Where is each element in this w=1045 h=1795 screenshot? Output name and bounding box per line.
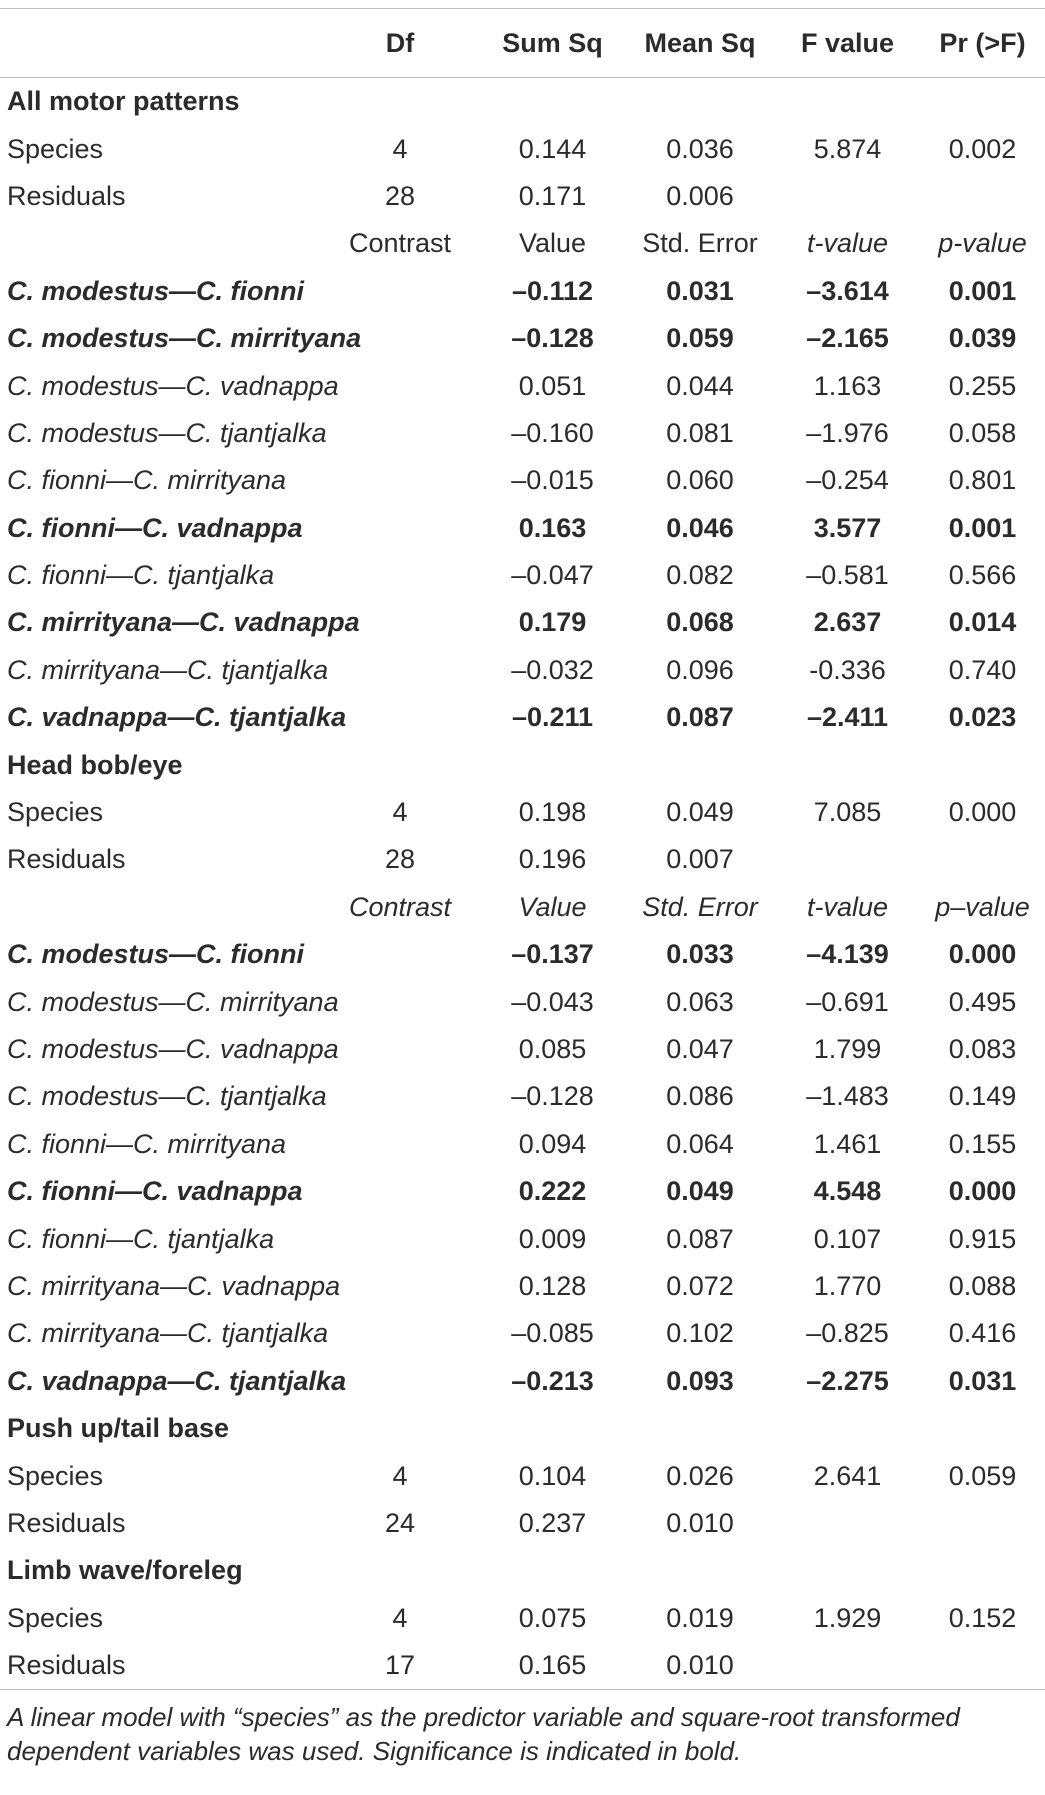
contrast-label: C. fionni—C. mirrityana bbox=[7, 465, 287, 496]
table-cell: 0.915 bbox=[948, 1223, 1017, 1254]
table-cell: –0.137 bbox=[511, 939, 594, 970]
table-cell: 1.163 bbox=[813, 370, 882, 401]
table-cell: 0.000 bbox=[948, 939, 1017, 970]
contrast-row bbox=[0, 552, 1045, 599]
row-label: Residuals bbox=[7, 180, 126, 211]
table-row bbox=[0, 1452, 1045, 1499]
table-cell: –4.139 bbox=[806, 939, 889, 970]
table-cell: 0.046 bbox=[666, 512, 734, 543]
contrast-label: C. modestus—C. tjantjalka bbox=[7, 1081, 327, 1112]
table-cell: 0.416 bbox=[948, 1318, 1017, 1349]
table-cell: 0.009 bbox=[518, 1223, 587, 1254]
table-cell: 0.107 bbox=[813, 1223, 882, 1254]
table-cell: 0.001 bbox=[948, 512, 1017, 543]
contrast-header-cell: t-value bbox=[806, 228, 889, 259]
table-cell bbox=[320, 1121, 480, 1168]
table-cell: 0.096 bbox=[666, 654, 734, 685]
table-cell: 0.222 bbox=[518, 1176, 587, 1207]
row-label: Species bbox=[7, 797, 104, 828]
table-cell: 0.171 bbox=[518, 180, 587, 211]
table-body bbox=[0, 78, 1045, 1690]
table-cell: –0.032 bbox=[511, 654, 594, 685]
contrast-row bbox=[0, 694, 1045, 741]
table-cell bbox=[775, 1500, 920, 1547]
table-cell: 0.010 bbox=[666, 1507, 734, 1538]
contrast-row bbox=[0, 315, 1045, 362]
empty-cell bbox=[0, 220, 320, 267]
table-cell: 0.128 bbox=[518, 1270, 587, 1301]
table-cell: 0.014 bbox=[948, 607, 1017, 638]
table-cell: 0.023 bbox=[948, 702, 1017, 733]
contrast-row bbox=[0, 1121, 1045, 1168]
header-pr-f: Pr (>F) bbox=[920, 9, 1045, 78]
table-cell: –0.015 bbox=[511, 465, 594, 496]
table-cell bbox=[320, 552, 480, 599]
table-cell bbox=[320, 647, 480, 694]
contrast-header-cell: p–value bbox=[935, 891, 1030, 922]
table-cell: 0.010 bbox=[625, 1642, 775, 1690]
table-cell: 0.087 bbox=[666, 702, 734, 733]
table-cell: 4.548 bbox=[813, 1176, 882, 1207]
contrast-row bbox=[0, 647, 1045, 694]
contrast-row bbox=[0, 599, 1045, 646]
contrast-label: C. modestus—C. vadnappa bbox=[7, 1034, 339, 1064]
table-row bbox=[0, 789, 1045, 836]
header-mean-sq: Mean Sq bbox=[625, 9, 775, 78]
section-title-row bbox=[0, 1405, 1045, 1452]
table-cell: 0.087 bbox=[666, 1223, 734, 1254]
table-cell: 0.047 bbox=[666, 1034, 734, 1064]
contrast-label: C. fionni—C. tjantjalka bbox=[7, 560, 275, 591]
contrast-label: C. vadnappa—C. tjantjalka bbox=[7, 1365, 347, 1396]
table-cell: 0.075 bbox=[518, 1602, 587, 1633]
table-row bbox=[0, 1500, 1045, 1547]
table-cell: –0.160 bbox=[511, 417, 594, 448]
table-cell: –1.483 bbox=[806, 1081, 889, 1112]
table-cell: 0.006 bbox=[666, 180, 734, 211]
contrast-label: C. fionni—C. vadnappa bbox=[7, 1176, 303, 1207]
table-cell bbox=[320, 931, 480, 978]
table-cell: 0.033 bbox=[666, 939, 734, 970]
row-label: Residuals bbox=[7, 844, 126, 875]
table-cell: –0.211 bbox=[511, 702, 594, 733]
table-cell: 0.049 bbox=[666, 797, 734, 828]
contrast-header-row bbox=[0, 884, 1045, 931]
contrast-row bbox=[0, 978, 1045, 1025]
table-row bbox=[0, 1642, 1045, 1690]
table-cell: 0.064 bbox=[666, 1128, 734, 1159]
contrast-label: C. mirrityana—C. tjantjalka bbox=[7, 1318, 329, 1349]
contrast-row bbox=[0, 1310, 1045, 1357]
table-cell: 0.044 bbox=[666, 370, 734, 401]
table-cell: 0.026 bbox=[666, 1460, 734, 1491]
table-cell: 1.461 bbox=[813, 1128, 882, 1159]
table-cell bbox=[320, 410, 480, 457]
section-title-row bbox=[0, 741, 1045, 788]
contrast-label: C. fionni—C. vadnappa bbox=[7, 512, 303, 543]
table-cell: 0.165 bbox=[480, 1642, 625, 1690]
row-label: Residuals bbox=[0, 1642, 320, 1690]
row-label: Species bbox=[7, 133, 104, 164]
table-cell: 0.155 bbox=[948, 1128, 1017, 1159]
table-cell: 0.068 bbox=[666, 607, 734, 638]
table-cell: 2.641 bbox=[813, 1460, 882, 1491]
table-row bbox=[0, 836, 1045, 883]
table-cell: 0.144 bbox=[518, 133, 587, 164]
table-cell: 0.085 bbox=[518, 1034, 587, 1064]
contrast-header-cell: Value bbox=[518, 891, 587, 922]
table-cell: –0.112 bbox=[511, 275, 594, 306]
table-cell: 0.000 bbox=[948, 1176, 1017, 1207]
table-cell: 0.088 bbox=[948, 1270, 1017, 1301]
section-title-row bbox=[0, 1547, 1045, 1594]
table-cell: 0.198 bbox=[518, 797, 587, 828]
header-cell bbox=[0, 9, 320, 78]
section-title: Push up/tail base bbox=[7, 1413, 230, 1444]
contrast-row bbox=[0, 1358, 1045, 1405]
contrast-row bbox=[0, 1215, 1045, 1262]
header-f-value: F value bbox=[775, 9, 920, 78]
table-cell: 0.255 bbox=[948, 370, 1017, 401]
table-cell bbox=[320, 1263, 480, 1310]
table-cell: 1.799 bbox=[813, 1034, 882, 1064]
contrast-label: C. modestus—C. tjantjalka bbox=[7, 417, 327, 448]
table-cell bbox=[320, 1310, 480, 1357]
table-cell: 0.063 bbox=[666, 986, 734, 1017]
section-title: Limb wave/foreleg bbox=[7, 1555, 243, 1586]
table-cell: –0.047 bbox=[511, 560, 594, 591]
table-cell: –3.614 bbox=[806, 275, 889, 306]
header-sum-sq: Sum Sq bbox=[480, 9, 625, 78]
table-cell: 0.031 bbox=[948, 1365, 1017, 1396]
contrast-header-cell: t-value bbox=[806, 891, 889, 922]
table-header-row bbox=[0, 9, 1045, 78]
table-cell: 0.059 bbox=[666, 323, 734, 354]
row-label: Species bbox=[7, 1602, 104, 1633]
table-row bbox=[0, 1595, 1045, 1642]
table-cell: 0.002 bbox=[948, 133, 1017, 164]
table-cell: 0.007 bbox=[666, 844, 734, 875]
table-cell: 0.163 bbox=[518, 512, 587, 543]
row-label: Residuals bbox=[7, 1507, 126, 1538]
row-label: Species bbox=[7, 1460, 104, 1491]
table-cell: 4 bbox=[392, 1602, 408, 1633]
table-cell: 0.049 bbox=[666, 1176, 734, 1207]
contrast-label: C. mirrityana—C. tjantjalka bbox=[7, 654, 329, 685]
table-cell bbox=[775, 173, 920, 220]
table-cell: 0.059 bbox=[948, 1460, 1017, 1491]
contrast-header-cell: Contrast bbox=[348, 228, 452, 259]
table-cell: 0.060 bbox=[666, 465, 734, 496]
contrast-row bbox=[0, 1073, 1045, 1120]
table-cell: 1.929 bbox=[813, 1602, 882, 1633]
table-cell: 17 bbox=[320, 1642, 480, 1690]
contrast-row bbox=[0, 1263, 1045, 1310]
table-cell bbox=[775, 836, 920, 883]
section-title-row bbox=[0, 78, 1045, 126]
table-cell: 0.051 bbox=[518, 370, 587, 401]
table-cell bbox=[320, 1168, 480, 1215]
table-cell: –0.825 bbox=[806, 1318, 889, 1349]
contrast-label: C. modestus—C. mirrityana bbox=[7, 323, 362, 354]
table-cell: –2.275 bbox=[806, 1365, 889, 1396]
table-cell: 7.085 bbox=[813, 797, 882, 828]
contrast-header-cell: Contrast bbox=[348, 891, 452, 922]
table-cell: 0.566 bbox=[948, 560, 1017, 591]
table-cell: 28 bbox=[384, 844, 416, 875]
contrast-label: C. fionni—C. tjantjalka bbox=[7, 1223, 275, 1254]
table-cell: 0.093 bbox=[666, 1365, 734, 1396]
table-cell: -0.336 bbox=[809, 654, 886, 685]
table-cell: –0.128 bbox=[511, 323, 594, 354]
contrast-label: C. vadnappa—C. tjantjalka bbox=[7, 702, 347, 733]
table-cell: –0.254 bbox=[806, 465, 889, 496]
table-cell: 0.149 bbox=[948, 1081, 1017, 1112]
table-footnote: A linear model with “species” as the predictor variable and square-root transformed dependent variables was used. Significance is indicated in bold. bbox=[7, 1702, 960, 1766]
contrast-row bbox=[0, 1026, 1045, 1073]
contrast-row bbox=[0, 362, 1045, 409]
table-cell: –0.085 bbox=[511, 1318, 594, 1349]
empty-cell bbox=[0, 884, 320, 931]
contrast-row bbox=[0, 457, 1045, 504]
contrast-row bbox=[0, 410, 1045, 457]
table-cell bbox=[320, 362, 480, 409]
table-cell: 0.031 bbox=[666, 275, 734, 306]
table-cell: 2.637 bbox=[813, 607, 882, 638]
section-title: Head bob/eye bbox=[7, 749, 183, 780]
contrast-header-cell: Value bbox=[518, 228, 587, 259]
table-cell bbox=[920, 173, 1045, 220]
contrast-header-cell: p-value bbox=[938, 228, 1027, 259]
table-cell: 0.019 bbox=[666, 1602, 734, 1633]
table-cell: 0.801 bbox=[948, 465, 1017, 496]
table-cell: 0.237 bbox=[518, 1507, 587, 1538]
table-cell bbox=[920, 1500, 1045, 1547]
table-cell bbox=[320, 457, 480, 504]
contrast-label: C. modestus—C. mirrityana bbox=[7, 986, 339, 1017]
contrast-row bbox=[0, 931, 1045, 978]
table-cell: 0.081 bbox=[666, 417, 734, 448]
table-cell: 0.152 bbox=[948, 1602, 1017, 1633]
table-cell: –0.043 bbox=[511, 986, 594, 1017]
contrast-label: C. mirrityana—C. vadnappa bbox=[7, 1270, 341, 1301]
table-cell: –0.213 bbox=[511, 1365, 594, 1396]
table-cell: 0.086 bbox=[666, 1081, 734, 1112]
table-cell: 0.094 bbox=[518, 1128, 587, 1159]
table-cell: 0.039 bbox=[948, 323, 1017, 354]
table-row bbox=[0, 125, 1045, 172]
table-cell bbox=[320, 505, 480, 552]
contrast-label: C. fionni—C. mirrityana bbox=[7, 1128, 287, 1159]
contrast-row bbox=[0, 268, 1045, 315]
table-cell: 24 bbox=[384, 1507, 416, 1538]
table-cell: 4 bbox=[392, 133, 408, 164]
anova-table bbox=[0, 8, 1045, 1690]
contrast-label: C. modestus—C. fionni bbox=[7, 275, 304, 306]
table-cell: 5.874 bbox=[813, 133, 882, 164]
contrast-header-cell: Std. Error bbox=[642, 891, 758, 922]
table-cell: 0.000 bbox=[948, 797, 1017, 828]
table-cell bbox=[320, 1215, 480, 1262]
contrast-header-cell: Std. Error bbox=[642, 228, 758, 259]
table-cell: –0.691 bbox=[806, 986, 889, 1017]
table-cell bbox=[320, 1073, 480, 1120]
contrast-header-row bbox=[0, 220, 1045, 267]
table-cell: 0.001 bbox=[948, 275, 1017, 306]
table-cell: 0.179 bbox=[518, 607, 587, 638]
table-cell: 0.082 bbox=[666, 560, 734, 591]
table-cell: 0.036 bbox=[666, 133, 734, 164]
contrast-label: C. modestus—C. vadnappa bbox=[7, 370, 339, 401]
table-cell: –2.411 bbox=[806, 702, 889, 733]
table-cell: 0.102 bbox=[666, 1318, 734, 1349]
table-cell: 28 bbox=[384, 180, 416, 211]
table-cell: –0.581 bbox=[806, 560, 889, 591]
table-cell bbox=[920, 836, 1045, 883]
table-cell: 0.196 bbox=[518, 844, 587, 875]
table-cell: 0.058 bbox=[948, 417, 1017, 448]
contrast-row bbox=[0, 505, 1045, 552]
table-cell bbox=[320, 268, 480, 315]
table-cell bbox=[320, 1026, 480, 1073]
table-cell: 4 bbox=[392, 1460, 408, 1491]
table-cell: 1.770 bbox=[813, 1270, 882, 1301]
header-df: Df bbox=[320, 9, 480, 78]
contrast-label: C. modestus—C. fionni bbox=[7, 939, 304, 970]
table-cell: 0.495 bbox=[948, 986, 1017, 1017]
table-cell: 3.577 bbox=[813, 512, 882, 543]
table-cell: 0.072 bbox=[666, 1270, 734, 1301]
table-cell: –1.976 bbox=[806, 417, 889, 448]
contrast-label: C. mirrityana—C. vadnappa bbox=[7, 607, 360, 638]
table-cell: 0.104 bbox=[518, 1460, 587, 1491]
table-cell: 0.083 bbox=[948, 1034, 1017, 1064]
table-cell: –0.128 bbox=[511, 1081, 594, 1112]
table-cell: –2.165 bbox=[806, 323, 889, 354]
table-cell bbox=[775, 1642, 920, 1690]
table-cell: 4 bbox=[392, 797, 408, 828]
table-cell bbox=[920, 1642, 1045, 1690]
table-row bbox=[0, 173, 1045, 220]
contrast-row bbox=[0, 1168, 1045, 1215]
table-cell bbox=[320, 978, 480, 1025]
table-cell: 0.740 bbox=[948, 654, 1017, 685]
section-title: All motor patterns bbox=[7, 86, 240, 117]
